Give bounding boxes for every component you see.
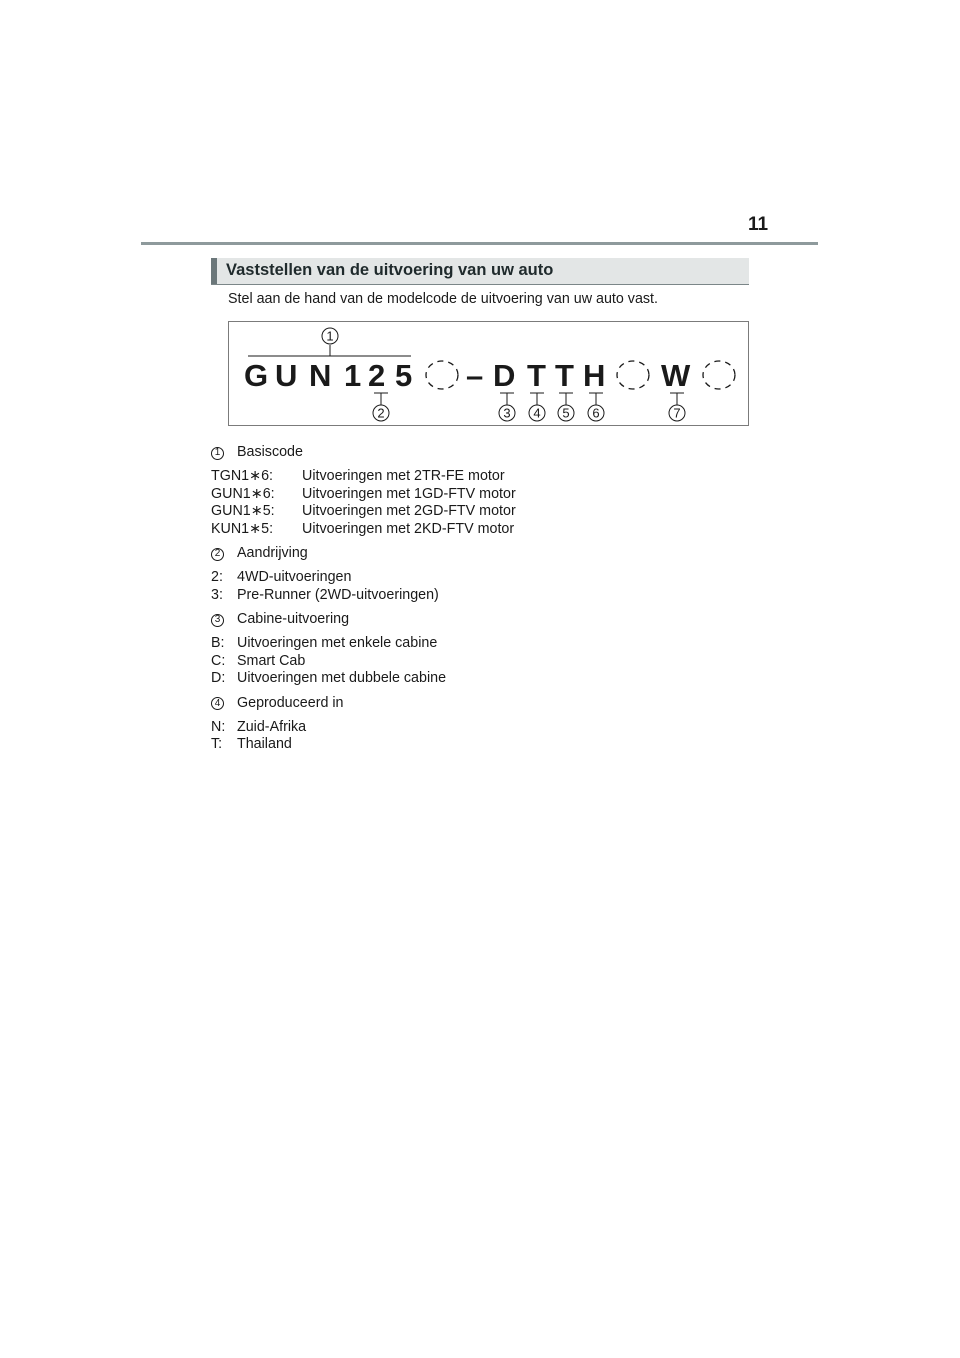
legend-group-geproduceerd [211, 695, 751, 754]
legend-entry [211, 468, 751, 486]
legend-entry-desc: Thailand [237, 736, 292, 752]
marker-6 [588, 393, 604, 421]
legend-entry [211, 569, 751, 587]
header-rule [141, 242, 818, 245]
legend-group-header [211, 695, 751, 713]
legend-entry-code: GUN1∗6: [211, 485, 275, 502]
legend-number-badge: 3 [211, 614, 224, 627]
legend-entry-code: 3: [211, 586, 223, 603]
section-title: Vaststellen van de uitvoering van uw auto [226, 261, 554, 279]
code-char-dash: – [466, 358, 484, 393]
section-header [211, 258, 749, 285]
marker-4 [529, 393, 545, 421]
legend-entry-code: N: [211, 718, 226, 735]
code-char-t2: T [555, 358, 574, 393]
placeholder-slot-1 [426, 361, 458, 389]
code-char-5: 5 [395, 358, 413, 393]
legend-number-badge: 4 [211, 697, 224, 710]
legend-entry-code: B: [211, 635, 225, 651]
legend-entry-code: C: [211, 652, 226, 669]
legend-entry-desc: Uitvoeringen met 2KD-FTV motor [302, 520, 515, 537]
legend-entry [211, 653, 751, 671]
intro-text: Stel aan de hand van de modelcode de uitvoering van uw auto vast. [228, 291, 658, 307]
legend-entry-desc: Uitvoeringen met dubbele cabine [237, 670, 447, 686]
marker-6-number: 6 [592, 405, 600, 421]
code-char-u: U [275, 358, 298, 393]
legend-entry-code: TGN1∗6: [211, 468, 274, 484]
legend-entry-code: GUN1∗5: [211, 503, 275, 519]
code-char-n: N [309, 358, 332, 393]
legend-entry-desc: Uitvoeringen met 1GD-FTV motor [302, 485, 516, 502]
model-code-svg [229, 322, 750, 427]
legend-entry-desc: Uitvoeringen met enkele cabine [237, 635, 438, 651]
legend-group-cabine [211, 611, 751, 688]
legend-number-badge: 2 [211, 548, 224, 561]
legend-entry [211, 635, 751, 653]
legend-group-header [211, 545, 751, 563]
page-number: 11 [748, 214, 769, 235]
marker-7 [669, 393, 685, 421]
legend-entry [211, 670, 751, 688]
legend-entry [211, 587, 751, 605]
legend-entry-desc: Uitvoeringen met 2TR-FE motor [302, 468, 505, 484]
legend-entry-desc: Smart Cab [237, 652, 306, 669]
legend-entry-code: 2: [211, 569, 223, 585]
code-char-d: D [493, 358, 516, 393]
code-char-1: 1 [344, 358, 362, 393]
legend-group-title: Geproduceerd in [237, 694, 344, 711]
legend-entry [211, 521, 751, 539]
legend-entry-code: KUN1∗5: [211, 520, 274, 537]
legend-entry-desc: 4WD-uitvoeringen [237, 569, 352, 585]
legend-entry [211, 503, 751, 521]
code-char-2: 2 [368, 358, 386, 393]
legend-entry [211, 486, 751, 504]
section-header-bar [211, 258, 217, 284]
legend-group-title: Basiscode [237, 444, 303, 461]
code-char-t1: T [527, 358, 546, 393]
model-code-diagram [228, 321, 749, 426]
legend-group-aandrijving [211, 545, 751, 604]
legend-entry-code: T: [211, 736, 223, 752]
legend-entry-desc: Pre-Runner (2WD-uitvoeringen) [237, 586, 439, 603]
marker-2 [373, 393, 389, 421]
legend-entry [211, 719, 751, 737]
marker-7-number: 7 [673, 405, 681, 421]
marker-1-number: 1 [326, 328, 334, 344]
legend-group-title: Aandrijving [237, 545, 308, 562]
legend-group-title: Cabine-uitvoering [237, 611, 350, 628]
code-char-w: W [661, 358, 691, 393]
code-char-g: G [244, 358, 269, 393]
legend-entry [211, 736, 751, 754]
marker-3-number: 3 [503, 405, 511, 421]
marker-5 [558, 393, 574, 421]
placeholder-slot-2 [617, 361, 649, 389]
legend-group-header [211, 611, 751, 629]
code-char-h: H [583, 358, 606, 393]
legend-group-header [211, 444, 751, 462]
legend-entry-desc: Zuid-Afrika [237, 718, 307, 735]
marker-3 [499, 393, 515, 421]
legend-entry-code: D: [211, 670, 226, 686]
marker-5-number: 5 [562, 405, 570, 421]
placeholder-slot-3 [703, 361, 735, 389]
model-code-legend [211, 444, 751, 761]
legend-group-basiscode [211, 444, 751, 538]
marker-4-number: 4 [533, 405, 541, 421]
legend-number-badge: 1 [211, 447, 224, 460]
marker-2-number: 2 [377, 405, 385, 421]
legend-entry-desc: Uitvoeringen met 2GD-FTV motor [302, 503, 516, 519]
